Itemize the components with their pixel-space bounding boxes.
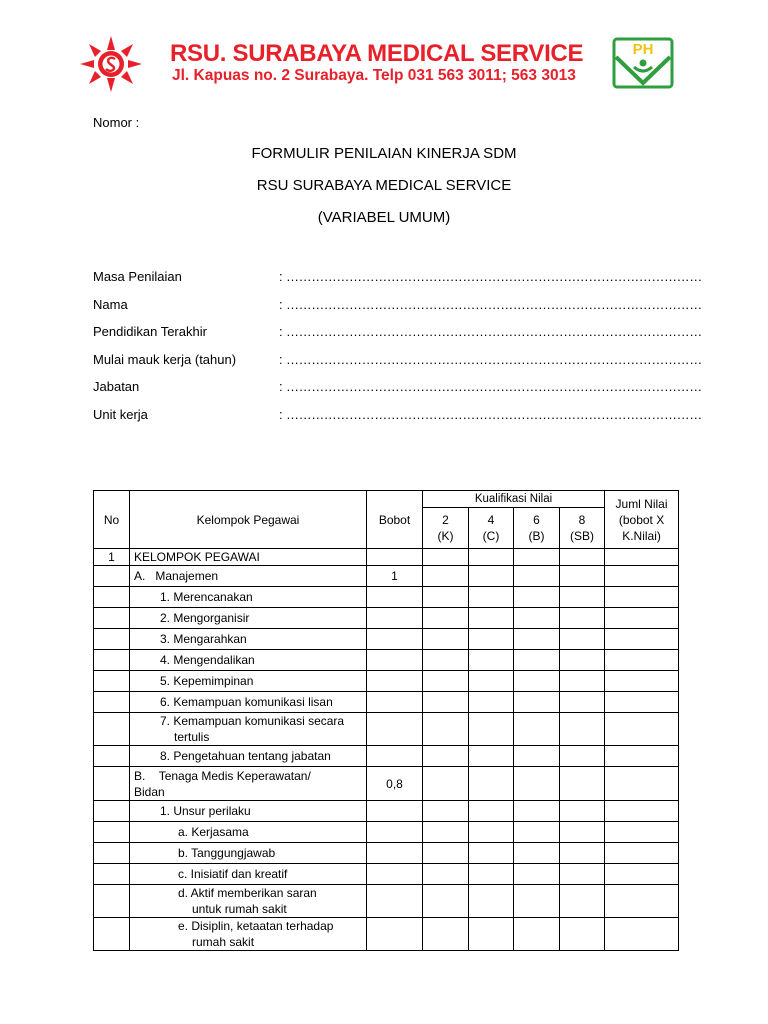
field-masa-penilaian[interactable]	[93, 269, 702, 297]
group-letter: B.	[134, 768, 146, 783]
field-label: Mulai mauk kerja (tahun)	[93, 351, 237, 367]
row-label-line: untuk rumah sakit	[192, 902, 287, 916]
score-value: 6	[533, 513, 540, 527]
row-bobot: 1	[367, 566, 423, 587]
field-label: Pendidikan Terakhir	[93, 324, 207, 339]
header-juml-line: K.Nilai)	[622, 528, 661, 543]
table-row	[94, 566, 679, 587]
field-unit-kerja[interactable]	[93, 406, 702, 435]
field-separator: :	[279, 296, 283, 312]
table-row	[94, 608, 679, 629]
header-juml-line: (bobot X	[618, 512, 665, 527]
header-juml-nilai	[605, 491, 679, 549]
row-label: 1. Merencanakan	[130, 587, 367, 608]
row-label: 8. Pengetahuan tentang jabatan	[130, 746, 367, 767]
field-pendidikan-terakhir[interactable]	[93, 324, 702, 352]
field-nama[interactable]	[93, 296, 702, 325]
table-row	[94, 549, 679, 566]
row-label-line: Bidan	[134, 784, 165, 799]
table-header-row	[94, 491, 679, 508]
table-row	[94, 650, 679, 671]
row-label-line: 7. Kemampuan komunikasi secara	[160, 714, 345, 728]
row-label	[130, 566, 367, 587]
field-blank[interactable]: ………………………………………………………………………………………	[286, 296, 702, 312]
score-code: (B)	[528, 529, 545, 543]
field-label: Jabatan	[93, 379, 140, 394]
row-label: 1. Unsur perilaku	[130, 801, 367, 822]
field-separator: :	[279, 351, 283, 367]
field-blank[interactable]: ………………………………………………………………………………………	[286, 269, 702, 284]
field-label: Nama	[93, 296, 128, 312]
row-label-line: rumah sakit	[192, 935, 255, 949]
form-titles	[0, 144, 768, 240]
table-row	[94, 746, 679, 767]
table-row	[94, 822, 679, 843]
hospital-address: Jl. Kapuas no. 2 Surabaya. Telp 031 563 3011; 563 3013	[172, 67, 576, 84]
score-value: 8	[578, 513, 586, 527]
row-label-line	[134, 768, 362, 784]
field-blank[interactable]: ………………………………………………………………………………………	[286, 324, 702, 339]
field-label: Unit kerja	[93, 406, 148, 422]
ph-envelope-logo-icon	[612, 37, 674, 89]
header-no: No	[94, 491, 130, 549]
row-label	[130, 713, 367, 746]
field-mulai-masuk-kerja[interactable]	[93, 351, 702, 380]
row-no: 1	[94, 549, 130, 566]
row-label: 6. Kemampuan komunikasi lisan	[130, 692, 367, 713]
score-code: (C)	[482, 529, 500, 543]
row-label: 5. Kepemimpinan	[130, 671, 367, 692]
row-label	[130, 767, 367, 801]
ph-logo-text: PH	[632, 41, 654, 58]
title-line-3: (VARIABEL UMUM)	[317, 209, 451, 226]
group-title: Tenaga Medis Keperawatan/	[158, 768, 311, 783]
row-bobot: 0,8	[367, 767, 423, 801]
row-label: a. Kerjasama	[130, 822, 367, 843]
row-label: b. Tanggungjawab	[130, 843, 367, 864]
field-jabatan[interactable]	[93, 379, 702, 407]
header-score-2	[423, 508, 469, 549]
row-label-line: tertulis	[174, 730, 210, 744]
row-label: c. Inisiatif dan kreatif	[130, 864, 367, 885]
header-bobot: Bobot	[367, 491, 423, 549]
table-row	[94, 843, 679, 864]
table-row	[94, 801, 679, 822]
score-value: 4	[487, 513, 495, 527]
header-score-8	[560, 508, 605, 549]
row-label: 4. Mengendalikan	[130, 650, 367, 671]
field-separator: :	[279, 379, 283, 394]
field-blank[interactable]: ………………………………………………………………………………………	[286, 379, 702, 394]
score-code: (K)	[437, 529, 454, 543]
header-kelompok: Kelompok Pegawai	[130, 491, 367, 549]
table-row	[94, 671, 679, 692]
hospital-name: RSU. SURABAYA MEDICAL SERVICE	[170, 40, 584, 67]
row-label: KELOMPOK PEGAWAI	[130, 549, 367, 566]
title-line-1: FORMULIR PENILAIAN KINERJA SDM	[251, 145, 517, 162]
title-line-2: RSU SURABAYA MEDICAL SERVICE	[256, 177, 512, 194]
field-separator: :	[279, 324, 283, 339]
table-row	[94, 629, 679, 650]
header-kualifikasi: Kualifikasi Nilai	[423, 491, 605, 508]
field-label: Masa Penilaian	[93, 269, 182, 284]
assessment-table	[93, 490, 679, 951]
header-juml-line: Juml Nilai	[615, 496, 668, 511]
row-label	[130, 885, 367, 918]
field-separator: :	[279, 406, 283, 422]
table-row	[94, 918, 679, 951]
row-label	[130, 918, 367, 951]
group-letter: A.	[134, 569, 146, 583]
score-code: (SB)	[570, 529, 595, 543]
nomor-label: Nomor :	[93, 115, 140, 130]
row-label: 3. Mengarahkan	[130, 629, 367, 650]
table-row	[94, 885, 679, 918]
header-score-6	[514, 508, 560, 549]
field-blank[interactable]: ………………………………………………………………………………………	[286, 406, 702, 422]
table-row	[94, 692, 679, 713]
score-value: 2	[442, 513, 449, 527]
table-row	[94, 767, 679, 801]
table-row	[94, 864, 679, 885]
header-score-4	[469, 508, 514, 549]
group-title: Manajemen	[155, 569, 219, 583]
field-separator: :	[279, 269, 283, 284]
identity-fields	[93, 269, 702, 434]
hospital-sun-logo-icon	[80, 36, 142, 92]
row-label-line: d. Aktif memberikan saran	[178, 886, 317, 900]
field-blank[interactable]: ………………………………………………………………………………………	[286, 351, 702, 367]
row-label: 2. Mengorganisir	[130, 608, 367, 629]
table-row	[94, 713, 679, 746]
table-row	[94, 587, 679, 608]
row-label-line: e. Disiplin, ketaatan terhadap	[178, 919, 334, 933]
